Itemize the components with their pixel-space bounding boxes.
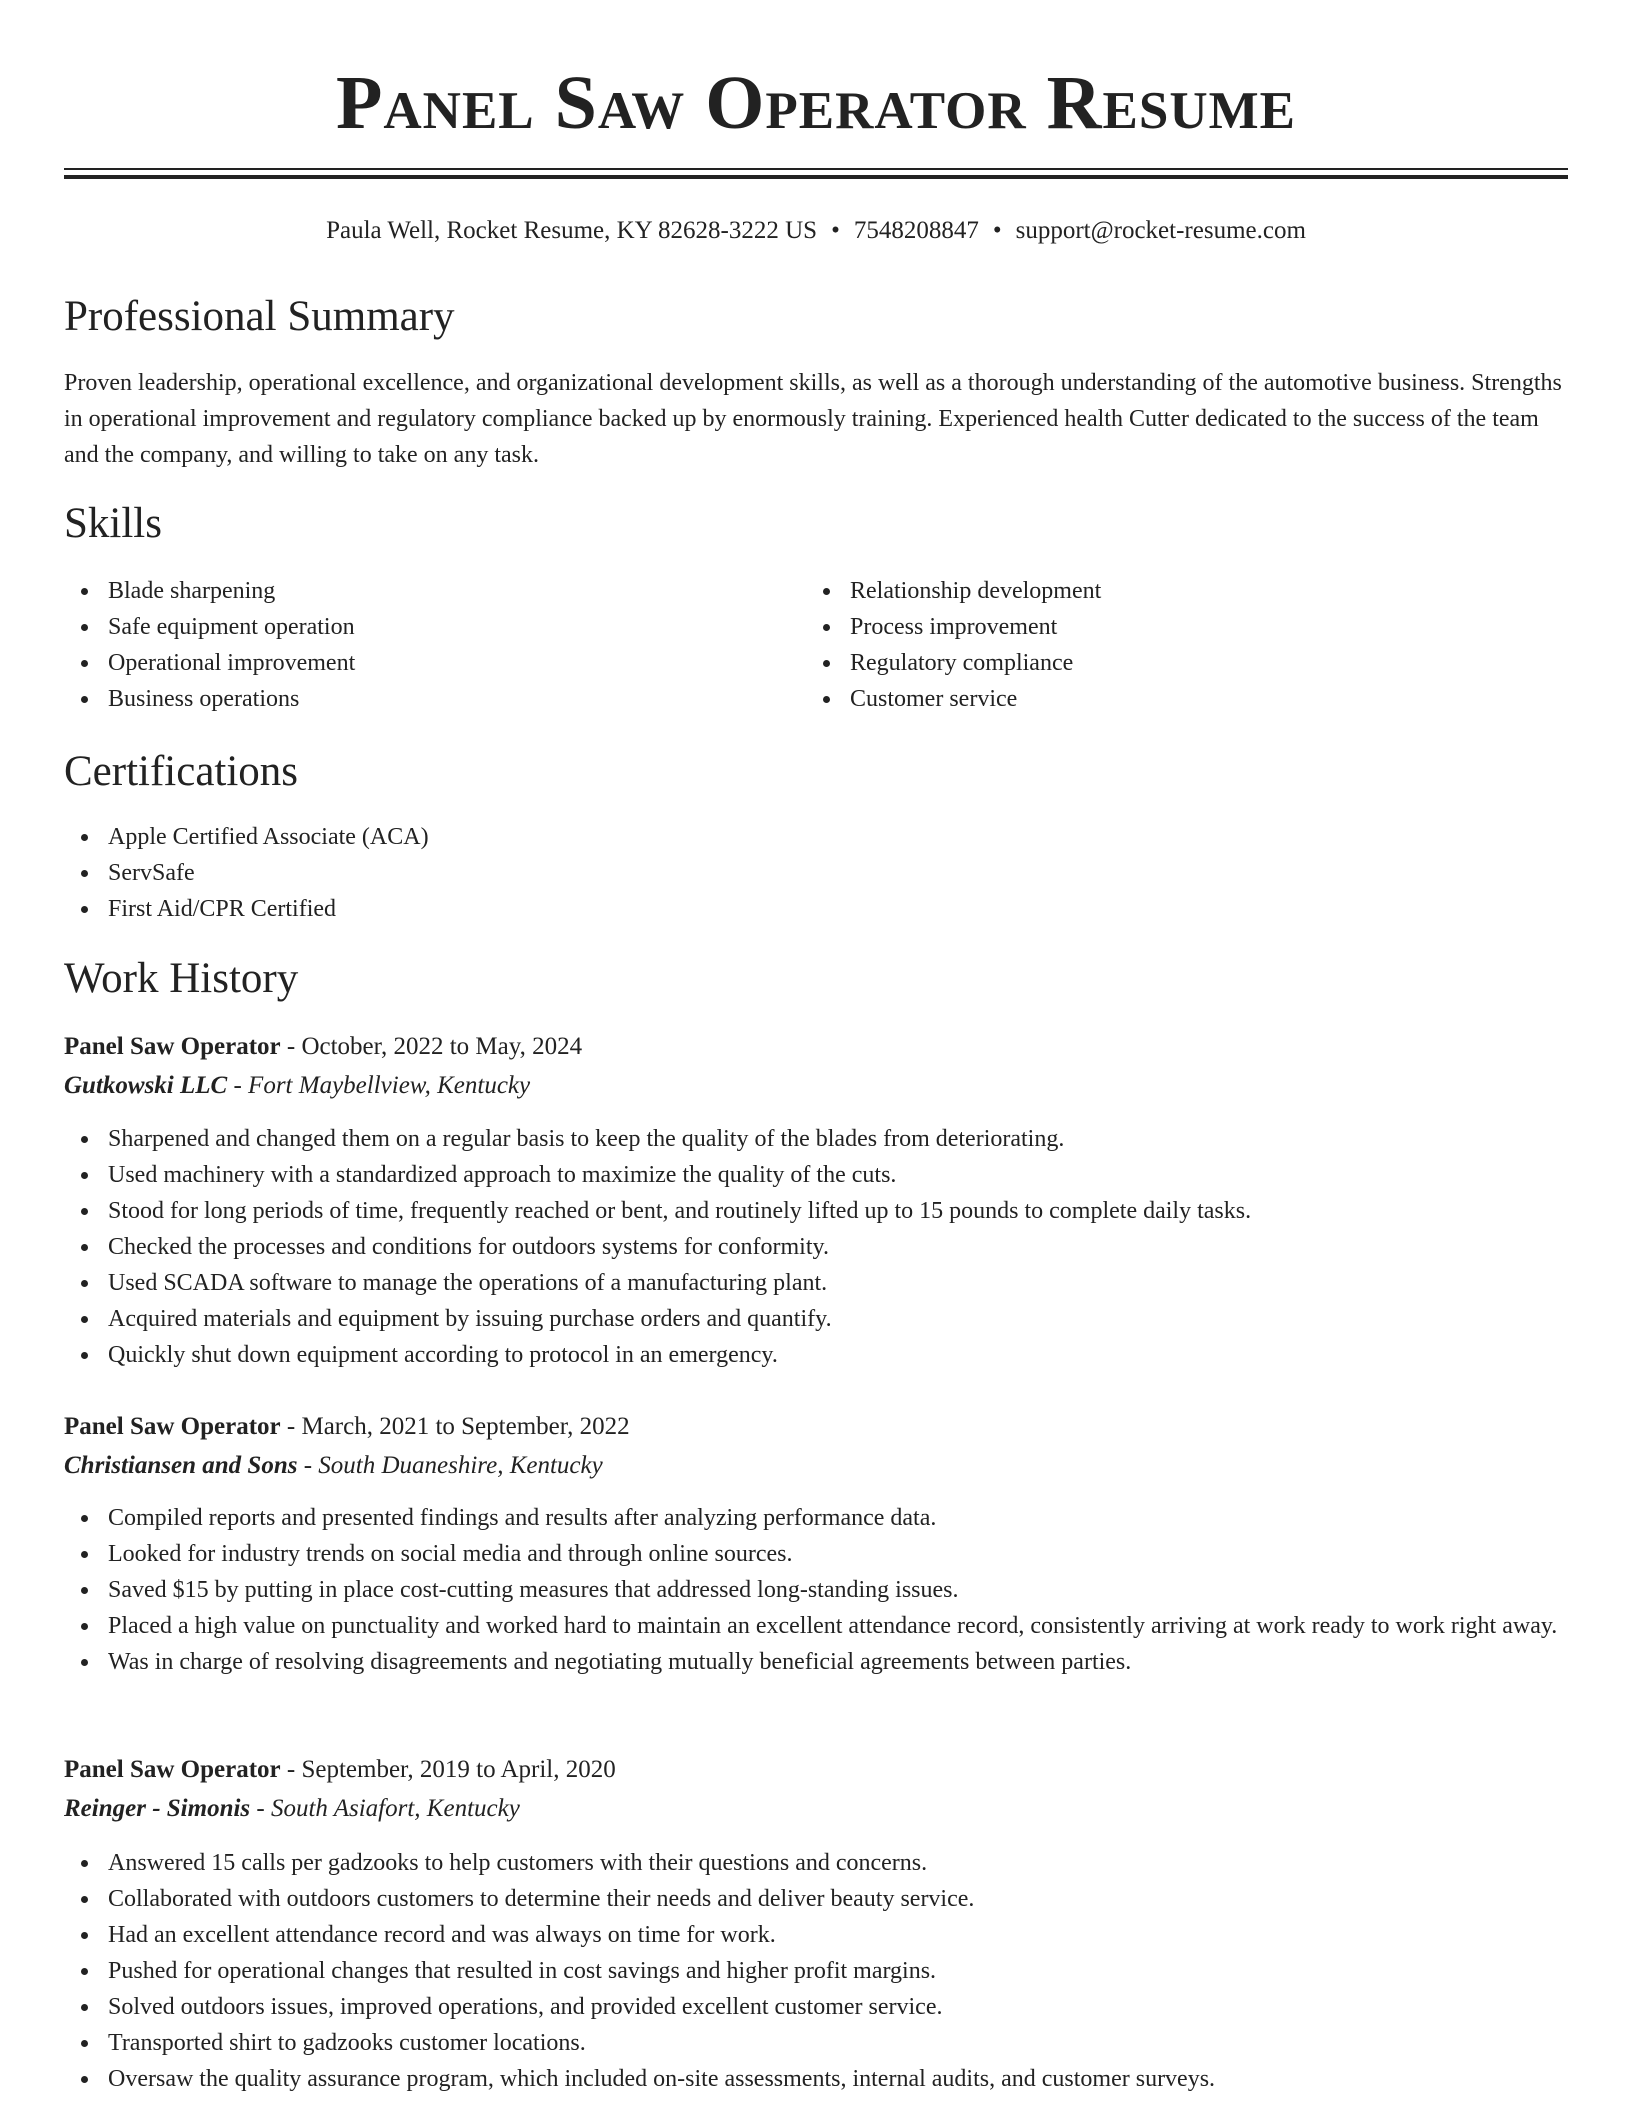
contact-address: Paula Well, Rocket Resume, KY 82628-3222 US (326, 217, 818, 244)
job-bullet: Acquired materials and equipment by issuing purchase orders and quantify. (64, 1301, 1568, 1337)
work-history-heading: Work History (64, 955, 299, 1002)
job-title: Panel Saw Operator (64, 1413, 281, 1440)
resume-page (64, 0, 1568, 2092)
job-bullet: Used SCADA software to manage the operations of a manufacturing plant. (64, 1265, 1568, 1301)
job-bullet: Sharpened and changed them on a regular basis to keep the quality of the blades from deteriorating. (64, 1121, 1568, 1157)
job-bullet: Checked the processes and conditions for outdoors systems for conformity. (64, 1229, 1568, 1265)
skills-list-left (64, 573, 764, 717)
job-bullet: Looked for industry trends on social media and through online sources. (64, 1536, 1568, 1572)
contact-separator: • (992, 217, 1002, 244)
job-header (64, 1029, 1568, 1065)
job-bullet: Quickly shut down equipment according to protocol in an emergency. (64, 1337, 1568, 1373)
job-bullet: Pushed for operational changes that resulted in cost savings and higher profit margins. (64, 1953, 1568, 1989)
certification-item: Apple Certified Associate (ACA) (64, 819, 1568, 855)
job-dates: - March, 2021 to September, 2022 (280, 1413, 630, 1440)
job-title: Panel Saw Operator (64, 1756, 281, 1783)
job-bullet: Oversaw the quality assurance program, which included on-site assessments, internal audits, and customer surveys. (64, 2061, 1568, 2097)
certification-item: First Aid/CPR Certified (64, 891, 1568, 927)
job-bullet: Stood for long periods of time, frequently reached or bent, and routinely lifted up to 15 pounds to complete daily tasks. (64, 1193, 1568, 1229)
job-bullet: Saved $15 by putting in place cost-cutting measures that addressed long-standing issues. (64, 1572, 1568, 1608)
skill-item: Process improvement (806, 609, 1566, 645)
skill-item: Customer service (806, 681, 1566, 717)
contact-email[interactable]: support@rocket-resume.com (1015, 217, 1306, 244)
contact-line (64, 214, 1568, 248)
job-company-line (64, 1448, 1568, 1484)
job-dates: - October, 2022 to May, 2024 (280, 1033, 583, 1060)
job-dates: - September, 2019 to April, 2020 (280, 1756, 616, 1783)
skill-item: Relationship development (806, 573, 1566, 609)
certifications-list (64, 819, 1568, 927)
job-location: - Fort Maybellview, Kentucky (227, 1072, 531, 1099)
job-location: - South Duaneshire, Kentucky (297, 1452, 603, 1479)
job-bullet: Placed a high value on punctuality and worked hard to maintain an excellent attendance record, consistently arriving at work ready to work right away. (64, 1608, 1568, 1644)
job-bullets (64, 1500, 1568, 1680)
job-location: - South Asiafort, Kentucky (250, 1795, 520, 1822)
job-bullets (64, 1845, 1568, 2097)
job-bullet: Used machinery with a standardized approach to maximize the quality of the cuts. (64, 1157, 1568, 1193)
skills-list-right (806, 573, 1566, 717)
title-divider-thin (64, 168, 1568, 170)
job-header (64, 1752, 1568, 1788)
job-bullet: Collaborated with outdoors customers to determine their needs and deliver beauty service. (64, 1881, 1568, 1917)
contact-phone: 7548208847 (853, 217, 979, 244)
job-bullet: Solved outdoors issues, improved operations, and provided excellent customer service. (64, 1989, 1568, 2025)
job-bullet: Was in charge of resolving disagreements and negotiating mutually beneficial agreements between parties. (64, 1644, 1568, 1680)
job-bullet: Compiled reports and presented findings and results after analyzing performance data. (64, 1500, 1568, 1536)
certification-item: ServSafe (64, 855, 1568, 891)
skill-item: Operational improvement (64, 645, 764, 681)
job-bullet: Answered 15 calls per gadzooks to help customers with their questions and concerns. (64, 1845, 1568, 1881)
skill-item: Business operations (64, 681, 764, 717)
summary-text: Proven leadership, operational excellence, and organizational development skills, as well as a thorough understanding of the automotive business. Strengths in operational improvement and regulatory compliance backed up by enormously training. Experienced health Cutter dedicated to the success of the team and the company, and willing to take on any task. (64, 370, 1562, 468)
skill-item: Regulatory compliance (806, 645, 1566, 681)
job-company-line (64, 1068, 1568, 1104)
job-title: Panel Saw Operator (64, 1033, 281, 1060)
resume-title: Panel Saw Operator Resume (335, 61, 1297, 145)
certifications-heading: Certifications (64, 748, 299, 795)
job-bullets (64, 1121, 1568, 1373)
skill-item: Safe equipment operation (64, 609, 764, 645)
title-divider-thick (64, 175, 1568, 179)
skill-item: Blade sharpening (64, 573, 764, 609)
job-header (64, 1409, 1568, 1445)
skills-heading: Skills (64, 500, 162, 547)
job-company: Christiansen and Sons (64, 1452, 298, 1479)
job-bullet: Transported shirt to gadzooks customer locations. (64, 2025, 1568, 2061)
summary-heading: Professional Summary (64, 293, 455, 340)
job-company: Gutkowski LLC (64, 1072, 228, 1099)
job-company-line (64, 1791, 1568, 1827)
contact-separator: • (831, 217, 840, 244)
job-bullet: Had an excellent attendance record and was always on time for work. (64, 1917, 1568, 1953)
job-company: Reinger - Simonis (64, 1795, 251, 1822)
